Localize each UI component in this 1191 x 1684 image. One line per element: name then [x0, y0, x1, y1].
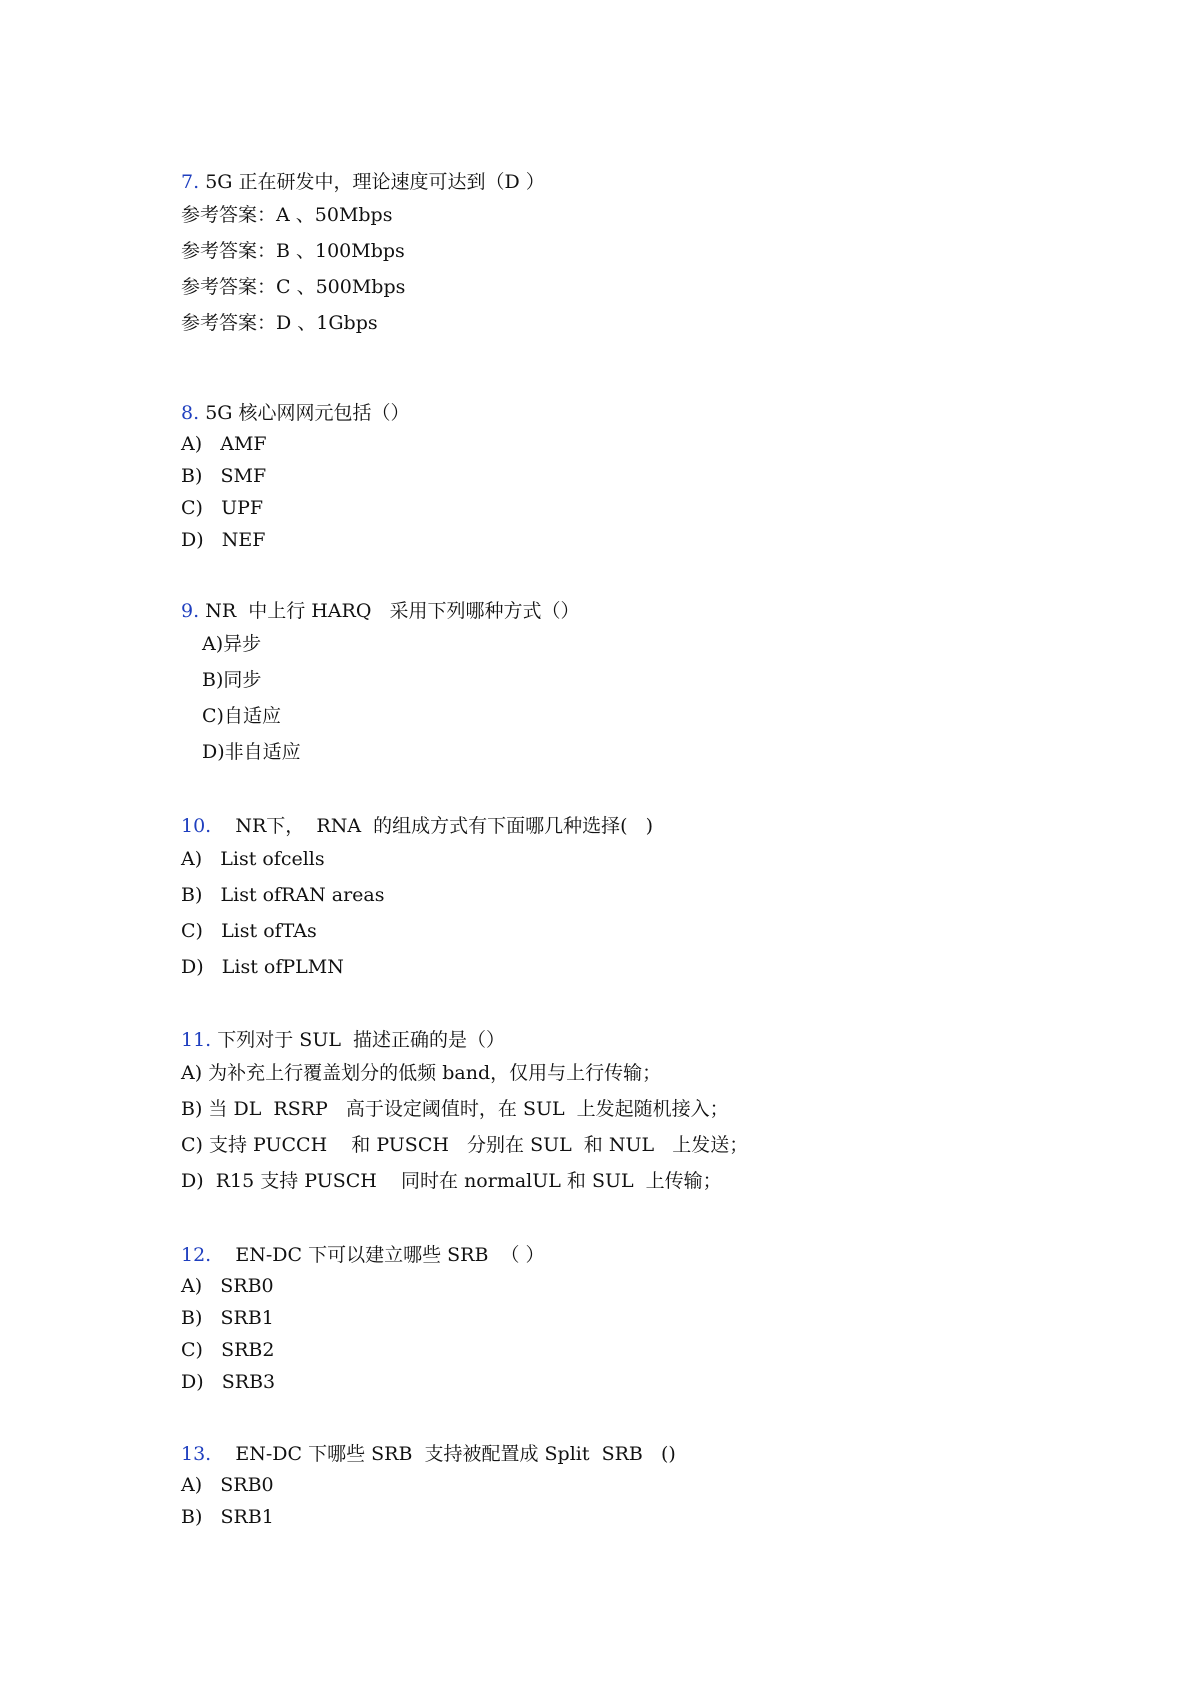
question-text: EN-DC 下哪些 SRB 支持被配置成 Split SRB () — [211, 1443, 676, 1465]
question-12 — [181, 1240, 1081, 1398]
question-7 — [181, 167, 1081, 341]
question-10 — [181, 811, 1081, 985]
question-number: 10. — [181, 815, 212, 837]
option-b: B) 当 DL RSRP 高于设定阈值时，在 SUL 上发起随机接入； — [181, 1098, 729, 1120]
question-title — [181, 398, 1081, 428]
question-number: 7. — [181, 171, 200, 193]
question-text: NR 中上行 HARQ 采用下列哪种方式（） — [205, 600, 580, 622]
question-number: 11. — [181, 1029, 212, 1051]
question-text: 5G 核心网网元包括（） — [205, 402, 410, 424]
option-a: A) 为补充上行覆盖划分的低频 band，仅用与上行传输； — [181, 1062, 662, 1084]
option-c: C) SRB2 — [181, 1339, 275, 1361]
option-d: D)非自适应 — [202, 741, 301, 763]
question-9 — [181, 596, 1081, 770]
option-d: D) SRB3 — [181, 1371, 276, 1393]
option-d: 参考答案：D 、1Gbps — [181, 312, 378, 334]
question-number: 13. — [181, 1443, 212, 1465]
option-d: D) List ofPLMN — [181, 956, 344, 978]
option-a: A) AMF — [181, 433, 267, 455]
option-a: A) List ofcells — [181, 848, 325, 870]
option-a: A) SRB0 — [181, 1275, 274, 1297]
question-title — [181, 596, 1081, 626]
question-number: 8. — [181, 402, 200, 424]
option-b: B) List ofRAN areas — [181, 884, 385, 906]
option-d: D) R15 支持 PUSCH 同时在 normalUL 和 SUL 上传输； — [181, 1170, 722, 1192]
option-b: B) SRB1 — [181, 1307, 274, 1329]
option-c: C)自适应 — [202, 705, 281, 727]
question-8 — [181, 398, 1081, 556]
option-b: B) SMF — [181, 465, 267, 487]
question-text: EN-DC 下可以建立哪些 SRB （ ） — [211, 1244, 545, 1266]
question-text: 下列对于 SUL 描述正确的是（） — [217, 1029, 506, 1051]
option-b: B) SRB1 — [181, 1506, 274, 1528]
option-a: 参考答案：A 、50Mbps — [181, 204, 393, 226]
option-c: C) List ofTAs — [181, 920, 317, 942]
question-text: NR下， RNA 的组成方式有下面哪几种选择( ) — [211, 815, 654, 837]
question-number: 12. — [181, 1244, 212, 1266]
question-title — [181, 1439, 1081, 1469]
option-a: A)异步 — [202, 633, 262, 655]
option-a: A) SRB0 — [181, 1474, 274, 1496]
option-c: C) UPF — [181, 497, 264, 519]
question-text: 5G 正在研发中，理论速度可达到（D ） — [205, 171, 545, 193]
option-d: D) NEF — [181, 529, 266, 551]
question-11 — [181, 1025, 1081, 1199]
question-title — [181, 167, 1081, 197]
option-c: 参考答案：C 、500Mbps — [181, 276, 406, 298]
option-b: 参考答案：B 、100Mbps — [181, 240, 405, 262]
option-b: B)同步 — [202, 669, 262, 691]
question-title — [181, 1240, 1081, 1270]
question-number: 9. — [181, 600, 200, 622]
question-title — [181, 1025, 1081, 1055]
question-13 — [181, 1439, 1081, 1533]
option-c: C) 支持 PUCCH 和 PUSCH 分别在 SUL 和 NUL 上发送； — [181, 1134, 749, 1156]
question-title — [181, 811, 1081, 841]
